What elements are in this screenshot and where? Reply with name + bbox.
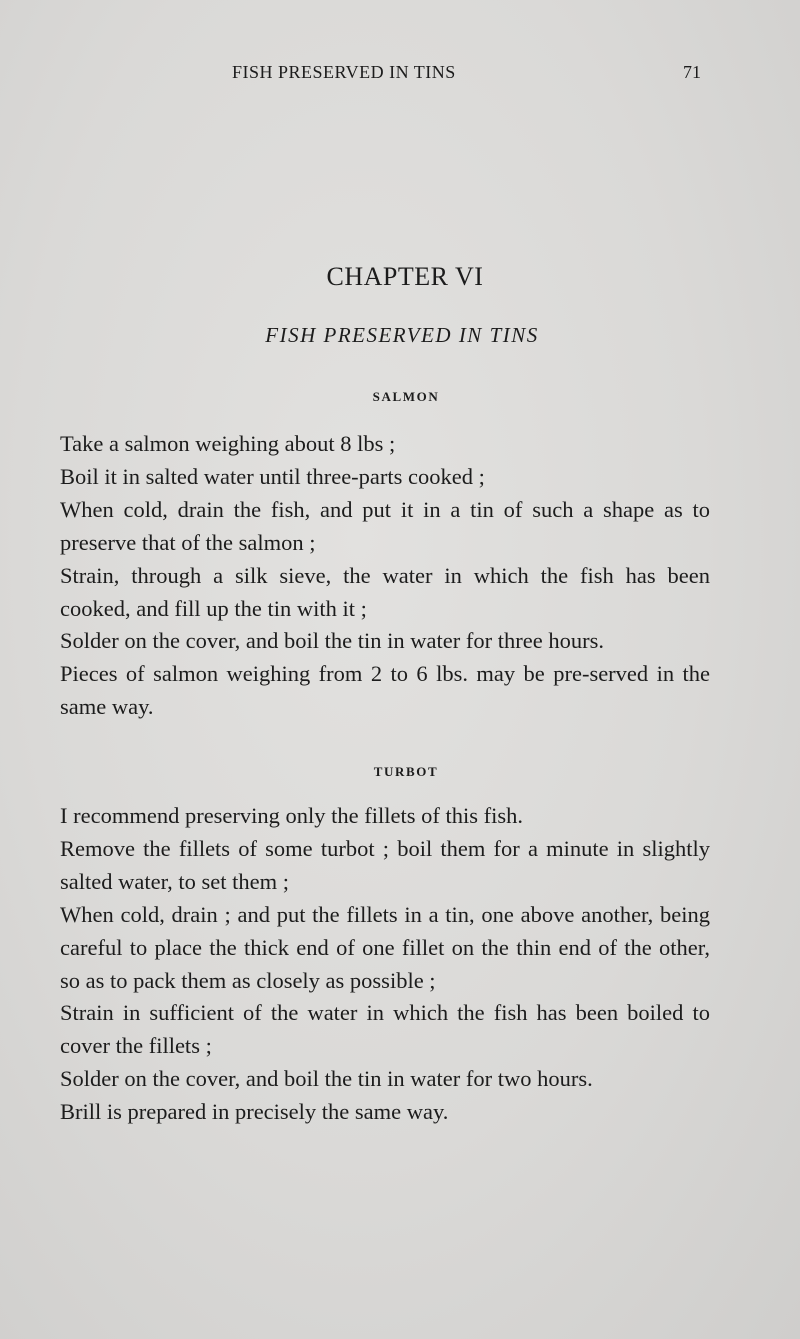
paragraph: I recommend preserving only the fillets of this fish. xyxy=(60,803,524,828)
section-heading-salmon: SALMON xyxy=(372,389,440,404)
running-title: FISH PRESERVED IN TINS xyxy=(232,62,456,82)
paragraph: Brill is prepared in precisely the same way. xyxy=(60,1099,449,1125)
chapter-label: CHAPTER VI xyxy=(326,262,484,291)
paragraph: Take a salmon weighing about 8 lbs ; xyxy=(60,431,396,456)
turbot-recipe xyxy=(60,800,710,1129)
chapter-title: FISH PRESERVED IN TINS xyxy=(265,323,539,347)
paragraph: Remove the fillets of some turbot ; boil them for a minute in slightly salted water, to set them ; xyxy=(60,835,710,894)
page-number: 71 xyxy=(683,62,701,82)
running-head xyxy=(0,62,800,86)
paragraph: Solder on the cover, and boil the tin in water for two hours. xyxy=(60,1066,593,1092)
paragraph: Boil it in salted water until three-parts cooked ; xyxy=(60,463,485,489)
paragraph: Strain, through a silk sieve, the water in which the fish has been cooked, and fill up the tin with it ; xyxy=(60,562,710,621)
section-heading-turbot: TURBOT xyxy=(373,764,439,779)
salmon-recipe xyxy=(60,428,710,724)
paragraph: Strain in sufficient of the water in which the fish has been boiled to cover the fillets ; xyxy=(60,1000,710,1059)
paragraph: When cold, drain the fish, and put it in a tin of such a shape as to preserve that of the salmon ; xyxy=(60,496,710,555)
paragraph: Solder on the cover, and boil the tin in water for three hours. xyxy=(60,628,604,654)
paragraph: Pieces of salmon weighing from 2 to 6 lbs. may be pre-served in the same way. xyxy=(60,661,710,720)
paragraph: When cold, drain ; and put the fillets in a tin, one above another, being careful to place the thick end of one fillet on the thin end of the other, so as to pack them as closely as possible ; xyxy=(60,901,710,993)
